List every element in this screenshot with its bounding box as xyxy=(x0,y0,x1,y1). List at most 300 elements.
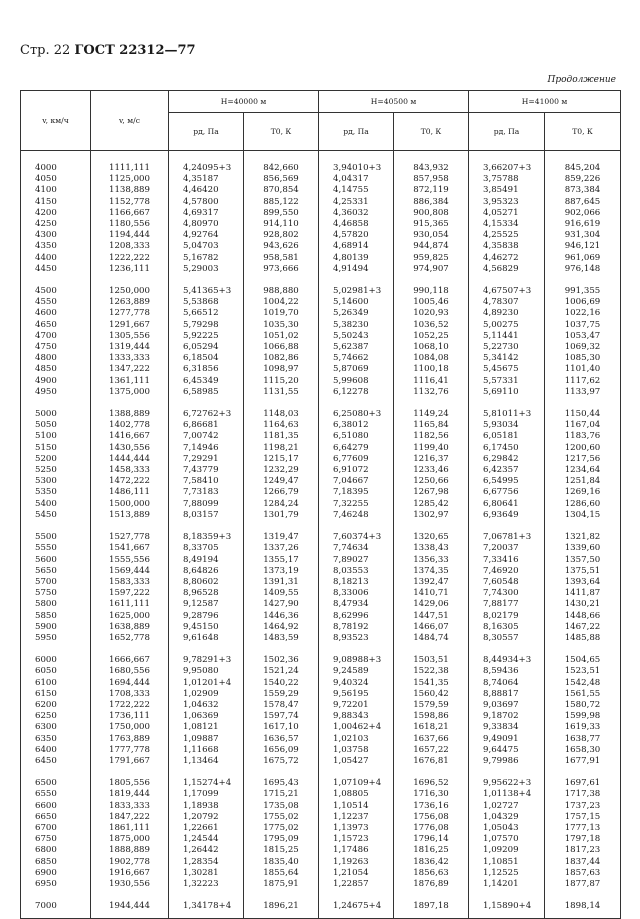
cell-p3: 1,09209 xyxy=(469,845,545,856)
cell-p1: 4,46420 xyxy=(169,185,244,196)
cell-t2: 1149,24 xyxy=(394,409,469,420)
cell-ms: 1652,778 xyxy=(91,633,169,644)
cell-t3: 1797,18 xyxy=(545,834,621,845)
cell-t1: 885,122 xyxy=(244,197,319,208)
cell-t3: 916,619 xyxy=(545,219,621,230)
cell-t1: 899,550 xyxy=(244,208,319,219)
cell-p3: 3,66207+3 xyxy=(469,151,545,175)
cell-p2: 5,87069 xyxy=(319,364,394,375)
header-altitude-1: H=40000 м xyxy=(169,91,319,113)
cell-p3: 1,05043 xyxy=(469,823,545,834)
table-row xyxy=(21,364,621,375)
table-row xyxy=(21,857,621,868)
cell-p3: 5,34142 xyxy=(469,353,545,364)
cell-p1: 8,49194 xyxy=(169,555,244,566)
cell-p2: 8,93523 xyxy=(319,633,394,644)
cell-t2: 1068,10 xyxy=(394,342,469,353)
cell-p2: 7,32255 xyxy=(319,499,394,510)
cell-kmh: 6050 xyxy=(21,666,91,677)
cell-ms: 1847,222 xyxy=(91,812,169,823)
cell-p3: 8,30557 xyxy=(469,633,545,644)
cell-p2: 6,38012 xyxy=(319,420,394,431)
table-row xyxy=(21,230,621,241)
cell-p2: 1,13973 xyxy=(319,823,394,834)
cell-p2: 7,60374+3 xyxy=(319,532,394,543)
cell-p2: 6,25080+3 xyxy=(319,409,394,420)
cell-p3: 8,02179 xyxy=(469,611,545,622)
cell-p2: 6,51080 xyxy=(319,431,394,442)
cell-t3: 1777,13 xyxy=(545,823,621,834)
cell-p3: 6,42357 xyxy=(469,465,545,476)
header-temperature-2: T0, К xyxy=(394,113,469,151)
cell-t3: 1599,98 xyxy=(545,711,621,722)
cell-p1: 1,02909 xyxy=(169,689,244,700)
cell-p1: 1,17099 xyxy=(169,789,244,800)
cell-kmh: 5750 xyxy=(21,588,91,599)
cell-t3: 1269,16 xyxy=(545,487,621,498)
cell-t3: 1542,48 xyxy=(545,678,621,689)
cell-t2: 1541,35 xyxy=(394,678,469,689)
table-body xyxy=(21,151,621,919)
cell-t2: 1876,89 xyxy=(394,879,469,890)
table-row xyxy=(21,174,621,185)
cell-t1: 1735,08 xyxy=(244,801,319,812)
cell-p2: 4,04317 xyxy=(319,174,394,185)
cell-t2: 1466,07 xyxy=(394,622,469,633)
cell-t1: 973,666 xyxy=(244,264,319,275)
cell-t3: 1069,32 xyxy=(545,342,621,353)
cell-p1: 1,20792 xyxy=(169,812,244,823)
cell-t3: 887,645 xyxy=(545,197,621,208)
cell-kmh: 4900 xyxy=(21,376,91,387)
cell-p3: 4,78307 xyxy=(469,297,545,308)
cell-t3: 991,355 xyxy=(545,286,621,297)
cell-kmh: 4450 xyxy=(21,264,91,275)
cell-p3: 4,15334 xyxy=(469,219,545,230)
cell-p3: 4,56829 xyxy=(469,264,545,275)
cell-ms: 1930,556 xyxy=(91,879,169,890)
cell-t1: 1815,25 xyxy=(244,845,319,856)
cell-t3: 1677,91 xyxy=(545,756,621,767)
cell-kmh: 5950 xyxy=(21,633,91,644)
cell-p3: 4,67507+3 xyxy=(469,286,545,297)
cell-kmh: 6800 xyxy=(21,845,91,856)
cell-p2: 9,56195 xyxy=(319,689,394,700)
cell-kmh: 4500 xyxy=(21,286,91,297)
cell-kmh: 5800 xyxy=(21,599,91,610)
cell-ms: 1277,778 xyxy=(91,308,169,319)
cell-p2: 7,89027 xyxy=(319,555,394,566)
cell-p2: 9,88343 xyxy=(319,711,394,722)
cell-t1: 1483,59 xyxy=(244,633,319,644)
cell-t2: 1216,37 xyxy=(394,454,469,465)
cell-ms: 1472,222 xyxy=(91,476,169,487)
cell-p3: 9,03697 xyxy=(469,700,545,711)
cell-t2: 1338,43 xyxy=(394,543,469,554)
cell-p2: 1,15723 xyxy=(319,834,394,845)
cell-p1: 4,57800 xyxy=(169,197,244,208)
cell-t3: 931,304 xyxy=(545,230,621,241)
cell-t3: 1357,50 xyxy=(545,555,621,566)
cell-ms: 1430,556 xyxy=(91,443,169,454)
table-row xyxy=(21,700,621,711)
cell-p3: 5,11441 xyxy=(469,331,545,342)
cell-p3: 6,67756 xyxy=(469,487,545,498)
cell-t3: 845,204 xyxy=(545,151,621,175)
cell-t1: 1521,24 xyxy=(244,666,319,677)
cell-ms: 1152,778 xyxy=(91,197,169,208)
cell-p3: 5,81011+3 xyxy=(469,409,545,420)
cell-p1: 1,11668 xyxy=(169,745,244,756)
cell-kmh: 5100 xyxy=(21,431,91,442)
cell-t2: 1618,21 xyxy=(394,722,469,733)
block-gap xyxy=(21,275,621,286)
cell-ms: 1416,667 xyxy=(91,431,169,442)
cell-ms: 1194,444 xyxy=(91,230,169,241)
cell-p1: 9,61648 xyxy=(169,633,244,644)
cell-p1: 4,80970 xyxy=(169,219,244,230)
cell-p1: 1,28354 xyxy=(169,857,244,868)
cell-p1: 5,79298 xyxy=(169,320,244,331)
cell-p1: 7,58410 xyxy=(169,476,244,487)
cell-t2: 1233,46 xyxy=(394,465,469,476)
cell-p1: 6,18504 xyxy=(169,353,244,364)
cell-kmh: 6500 xyxy=(21,778,91,789)
table-row xyxy=(21,297,621,308)
cell-p3: 8,16305 xyxy=(469,622,545,633)
cell-p1: 7,88099 xyxy=(169,499,244,510)
cell-p3: 1,04329 xyxy=(469,812,545,823)
cell-kmh: 5150 xyxy=(21,443,91,454)
cell-t1: 1215,17 xyxy=(244,454,319,465)
cell-p3: 4,35838 xyxy=(469,241,545,252)
cell-kmh: 5600 xyxy=(21,555,91,566)
cell-t1: 988,880 xyxy=(244,286,319,297)
cell-t1: 1066,88 xyxy=(244,342,319,353)
cell-ms: 1513,889 xyxy=(91,510,169,521)
cell-kmh: 5400 xyxy=(21,499,91,510)
cell-kmh: 5850 xyxy=(21,611,91,622)
cell-t3: 1619,33 xyxy=(545,722,621,733)
cell-t3: 1101,40 xyxy=(545,364,621,375)
cell-kmh: 4000 xyxy=(21,151,91,175)
cell-ms: 1875,000 xyxy=(91,834,169,845)
cell-p3: 1,01138+4 xyxy=(469,789,545,800)
cell-p1: 1,24544 xyxy=(169,834,244,845)
cell-p3: 8,44934+3 xyxy=(469,655,545,666)
page-number: Стр. 22 xyxy=(20,43,71,58)
cell-p2: 5,74662 xyxy=(319,353,394,364)
cell-p1: 4,35187 xyxy=(169,174,244,185)
table-row xyxy=(21,689,621,700)
cell-p1: 8,03157 xyxy=(169,510,244,521)
cell-ms: 1263,889 xyxy=(91,297,169,308)
cell-t2: 900,808 xyxy=(394,208,469,219)
cell-ms: 1333,333 xyxy=(91,353,169,364)
cell-kmh: 6250 xyxy=(21,711,91,722)
cell-kmh: 6200 xyxy=(21,700,91,711)
cell-t1: 856,569 xyxy=(244,174,319,185)
cell-ms: 1236,111 xyxy=(91,264,169,275)
table-row xyxy=(21,734,621,745)
cell-kmh: 4950 xyxy=(21,387,91,398)
cell-t1: 1675,72 xyxy=(244,756,319,767)
cell-p1: 6,86681 xyxy=(169,420,244,431)
cell-ms: 1361,111 xyxy=(91,376,169,387)
cell-p2: 4,46858 xyxy=(319,219,394,230)
cell-ms: 1805,556 xyxy=(91,778,169,789)
cell-p2: 7,74634 xyxy=(319,543,394,554)
cell-p3: 4,89230 xyxy=(469,308,545,319)
block-gap xyxy=(21,644,621,655)
cell-kmh: 6600 xyxy=(21,801,91,812)
cell-t3: 961,069 xyxy=(545,253,621,264)
cell-p3: 9,79986 xyxy=(469,756,545,767)
cell-ms: 1694,444 xyxy=(91,678,169,689)
cell-p3: 1,10851 xyxy=(469,857,545,868)
cell-t1: 943,626 xyxy=(244,241,319,252)
cell-t2: 1429,06 xyxy=(394,599,469,610)
cell-t1: 1164,63 xyxy=(244,420,319,431)
cell-t2: 1132,76 xyxy=(394,387,469,398)
cell-t2: 1374,35 xyxy=(394,566,469,577)
cell-t1: 1148,03 xyxy=(244,409,319,420)
cell-kmh: 4400 xyxy=(21,253,91,264)
cell-t3: 1430,21 xyxy=(545,599,621,610)
cell-t1: 1098,97 xyxy=(244,364,319,375)
cell-p1: 7,00742 xyxy=(169,431,244,442)
cell-t1: 1409,55 xyxy=(244,588,319,599)
cell-ms: 1402,778 xyxy=(91,420,169,431)
cell-ms: 1166,667 xyxy=(91,208,169,219)
cell-t3: 1658,30 xyxy=(545,745,621,756)
table-row xyxy=(21,801,621,812)
table-row xyxy=(21,555,621,566)
table-row xyxy=(21,465,621,476)
cell-p3: 3,75788 xyxy=(469,174,545,185)
cell-ms: 1291,667 xyxy=(91,320,169,331)
cell-t1: 1249,47 xyxy=(244,476,319,487)
cell-p1: 7,29291 xyxy=(169,454,244,465)
cell-t2: 1320,65 xyxy=(394,532,469,543)
table-row xyxy=(21,678,621,689)
cell-t2: 1182,56 xyxy=(394,431,469,442)
cell-p2: 8,78192 xyxy=(319,622,394,633)
cell-p1: 5,16782 xyxy=(169,253,244,264)
cell-t2: 1503,51 xyxy=(394,655,469,666)
cell-ms: 1319,444 xyxy=(91,342,169,353)
cell-p3: 8,59436 xyxy=(469,666,545,677)
cell-kmh: 4050 xyxy=(21,174,91,185)
cell-p2: 1,03758 xyxy=(319,745,394,756)
cell-t3: 1504,65 xyxy=(545,655,621,666)
cell-p2: 6,91072 xyxy=(319,465,394,476)
cell-p3: 9,33834 xyxy=(469,722,545,733)
cell-t2: 1856,63 xyxy=(394,868,469,879)
cell-ms: 1680,556 xyxy=(91,666,169,677)
cell-kmh: 7000 xyxy=(21,901,91,919)
cell-ms: 1305,556 xyxy=(91,331,169,342)
cell-t1: 1115,20 xyxy=(244,376,319,387)
cell-kmh: 4300 xyxy=(21,230,91,241)
continuation-label: Продолжение xyxy=(547,75,616,85)
cell-t2: 930,054 xyxy=(394,230,469,241)
cell-ms: 1597,222 xyxy=(91,588,169,599)
cell-p2: 7,46248 xyxy=(319,510,394,521)
cell-p2: 3,94010+3 xyxy=(319,151,394,175)
cell-p2: 6,12278 xyxy=(319,387,394,398)
cell-p3: 6,80641 xyxy=(469,499,545,510)
cell-t1: 1597,74 xyxy=(244,711,319,722)
cell-t2: 1637,66 xyxy=(394,734,469,745)
cell-p1: 7,73183 xyxy=(169,487,244,498)
cell-t1: 1198,21 xyxy=(244,443,319,454)
cell-t2: 1036,52 xyxy=(394,320,469,331)
table-row xyxy=(21,655,621,666)
table-row xyxy=(21,431,621,442)
cell-p1: 8,18359+3 xyxy=(169,532,244,543)
cell-ms: 1791,667 xyxy=(91,756,169,767)
table-row xyxy=(21,353,621,364)
cell-p3: 5,57331 xyxy=(469,376,545,387)
cell-t3: 1085,30 xyxy=(545,353,621,364)
cell-kmh: 6350 xyxy=(21,734,91,745)
cell-t2: 915,365 xyxy=(394,219,469,230)
cell-t2: 990,118 xyxy=(394,286,469,297)
cell-t1: 1578,47 xyxy=(244,700,319,711)
cell-t1: 1051,02 xyxy=(244,331,319,342)
cell-ms: 1861,111 xyxy=(91,823,169,834)
cell-p2: 1,05427 xyxy=(319,756,394,767)
cell-t1: 1559,29 xyxy=(244,689,319,700)
table-row xyxy=(21,487,621,498)
table-row xyxy=(21,778,621,789)
cell-p1: 1,04632 xyxy=(169,700,244,711)
cell-t2: 1199,40 xyxy=(394,443,469,454)
cell-t3: 976,148 xyxy=(545,264,621,275)
cell-t2: 1165,84 xyxy=(394,420,469,431)
cell-t1: 1656,09 xyxy=(244,745,319,756)
cell-p1: 9,78291+3 xyxy=(169,655,244,666)
cell-t2: 1522,38 xyxy=(394,666,469,677)
cell-t2: 1816,25 xyxy=(394,845,469,856)
cell-p3: 6,29842 xyxy=(469,454,545,465)
cell-t2: 1020,93 xyxy=(394,308,469,319)
cell-ms: 1916,667 xyxy=(91,868,169,879)
cell-ms: 1902,778 xyxy=(91,857,169,868)
cell-p2: 1,02103 xyxy=(319,734,394,745)
cell-p3: 7,60548 xyxy=(469,577,545,588)
cell-t3: 1117,62 xyxy=(545,376,621,387)
cell-p1: 1,15274+4 xyxy=(169,778,244,789)
cell-ms: 1138,889 xyxy=(91,185,169,196)
cell-kmh: 4600 xyxy=(21,308,91,319)
cell-p2: 4,25331 xyxy=(319,197,394,208)
cell-kmh: 5700 xyxy=(21,577,91,588)
table-row xyxy=(21,219,621,230)
cell-p3: 9,95622+3 xyxy=(469,778,545,789)
cell-p3: 8,88817 xyxy=(469,689,545,700)
cell-kmh: 5500 xyxy=(21,532,91,543)
cell-p1: 7,14946 xyxy=(169,443,244,454)
cell-t1: 914,110 xyxy=(244,219,319,230)
cell-p3: 9,18702 xyxy=(469,711,545,722)
cell-t2: 1392,47 xyxy=(394,577,469,588)
table-row xyxy=(21,443,621,454)
cell-t1: 1131,55 xyxy=(244,387,319,398)
header-pressure-2: pд, Па xyxy=(319,113,394,151)
cell-ms: 1375,000 xyxy=(91,387,169,398)
block-gap xyxy=(21,398,621,409)
header-temperature-3: T0, К xyxy=(545,113,621,151)
cell-p2: 9,72201 xyxy=(319,700,394,711)
cell-t3: 902,066 xyxy=(545,208,621,219)
cell-p3: 7,88177 xyxy=(469,599,545,610)
cell-t1: 1301,79 xyxy=(244,510,319,521)
cell-ms: 1750,000 xyxy=(91,722,169,733)
cell-p1: 6,58985 xyxy=(169,387,244,398)
cell-t2: 1100,18 xyxy=(394,364,469,375)
cell-t2: 1410,71 xyxy=(394,588,469,599)
cell-kmh: 6750 xyxy=(21,834,91,845)
cell-t1: 928,802 xyxy=(244,230,319,241)
cell-kmh: 6400 xyxy=(21,745,91,756)
cell-t2: 1560,42 xyxy=(394,689,469,700)
cell-t1: 1636,57 xyxy=(244,734,319,745)
data-table-wrapper xyxy=(20,90,620,912)
cell-kmh: 4350 xyxy=(21,241,91,252)
cell-p1: 6,31856 xyxy=(169,364,244,375)
cell-kmh: 4700 xyxy=(21,331,91,342)
cell-ms: 1625,000 xyxy=(91,611,169,622)
table-row xyxy=(21,711,621,722)
cell-p3: 4,25525 xyxy=(469,230,545,241)
cell-p1: 1,09887 xyxy=(169,734,244,745)
cell-ms: 1486,111 xyxy=(91,487,169,498)
cell-t1: 1540,22 xyxy=(244,678,319,689)
cell-ms: 1611,111 xyxy=(91,599,169,610)
cell-kmh: 4750 xyxy=(21,342,91,353)
cell-p1: 5,66512 xyxy=(169,308,244,319)
cell-p2: 4,57820 xyxy=(319,230,394,241)
cell-t3: 1837,44 xyxy=(545,857,621,868)
block-gap xyxy=(21,767,621,778)
cell-p1: 1,01201+4 xyxy=(169,678,244,689)
table-row xyxy=(21,566,621,577)
cell-p3: 6,93649 xyxy=(469,510,545,521)
table-row xyxy=(21,834,621,845)
cell-t2: 872,119 xyxy=(394,185,469,196)
cell-ms: 1763,889 xyxy=(91,734,169,745)
table-row xyxy=(21,532,621,543)
cell-t1: 1019,70 xyxy=(244,308,319,319)
cell-p2: 4,68914 xyxy=(319,241,394,252)
cell-kmh: 4650 xyxy=(21,320,91,331)
cell-t3: 1448,66 xyxy=(545,611,621,622)
block-gap xyxy=(21,890,621,901)
cell-t3: 1757,15 xyxy=(545,812,621,823)
cell-t2: 974,907 xyxy=(394,264,469,275)
cell-kmh: 6900 xyxy=(21,868,91,879)
cell-p3: 1,14201 xyxy=(469,879,545,890)
table-row xyxy=(21,812,621,823)
cell-kmh: 4250 xyxy=(21,219,91,230)
cell-t3: 1737,23 xyxy=(545,801,621,812)
cell-t2: 857,958 xyxy=(394,174,469,185)
cell-ms: 1458,333 xyxy=(91,465,169,476)
table-row xyxy=(21,588,621,599)
cell-ms: 1208,333 xyxy=(91,241,169,252)
